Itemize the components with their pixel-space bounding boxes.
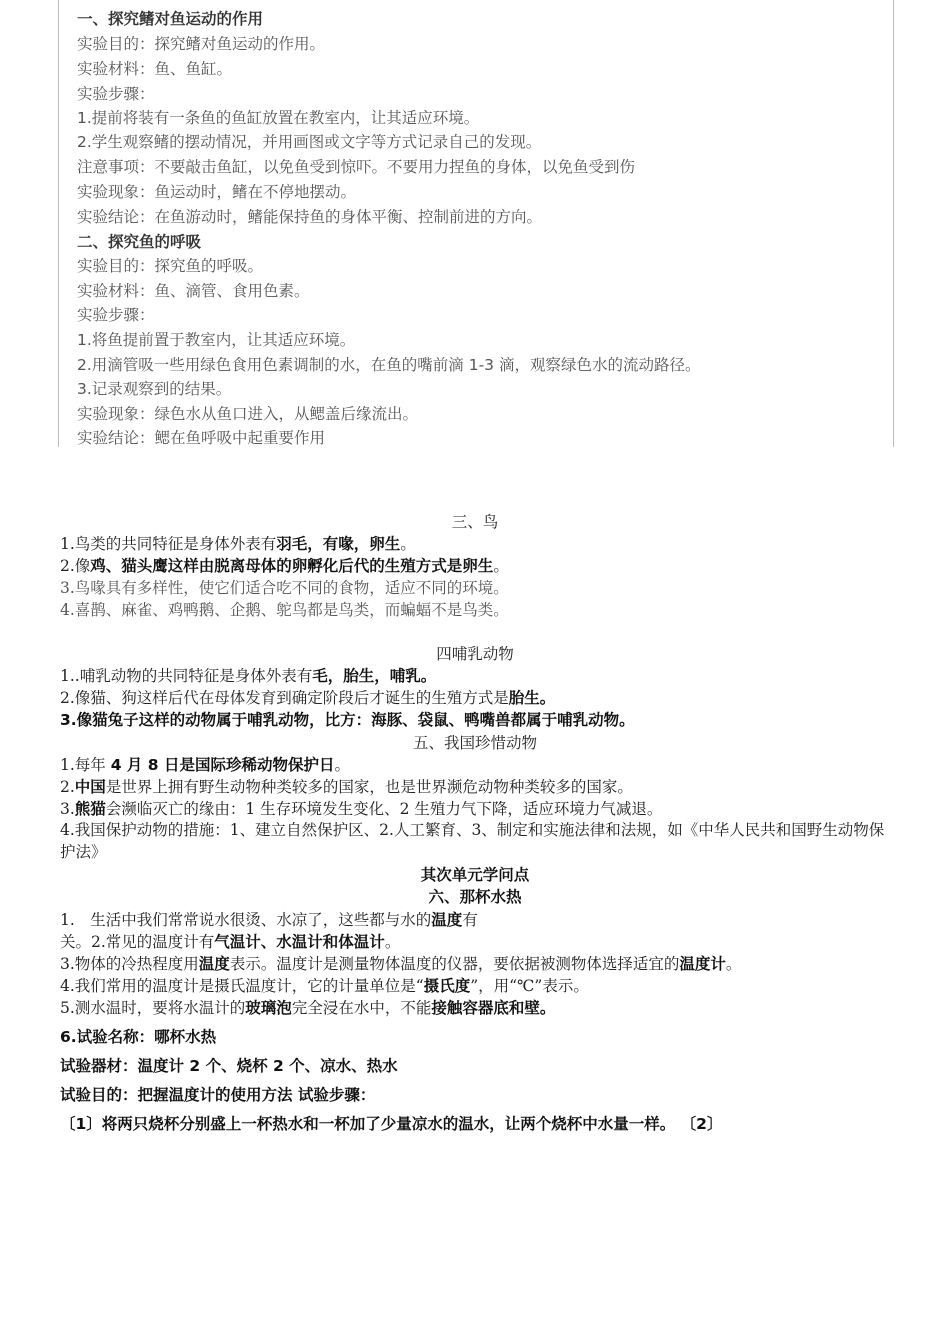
mammals-title: 四哺乳动物 [436, 645, 514, 663]
s1-note: 注意事项：不要敲击鱼缸，以免鱼受到惊吓。不要用力捏鱼的身体，以免鱼受到伤 [77, 158, 636, 176]
section-1-title: 一、探究鳍对鱼运动的作用 [77, 10, 264, 28]
experiment-step-1: 〔1〕将两只烧杯分别盛上一杯热水和一杯加了少量凉水的温水，让两个烧杯中水量一样。 〔2〕 [60, 1115, 723, 1133]
s1-conclusion: 实验结论：在鱼游动时，鳍能保持鱼的身体平衡、控制前进的方向。 [77, 208, 543, 226]
s2-steps-label: 实验步骤： [77, 306, 155, 324]
s2-step-3: 3.记录观察到的结果。 [77, 380, 232, 398]
unit2-line-3: 3.物体的冷热程度用温度表示。温度计是测量物体温度的仪器，要依据被测物体选择适宜的温度计。 [60, 955, 742, 973]
experiment-equipment: 试验器材：温度计 2 个、烧杯 2 个、凉水、热水 [60, 1057, 398, 1075]
unit2-subtitle: 六、那杯水热 [428, 888, 522, 906]
unit2-line-1: 1. 生活中我们常常说水很烫、水凉了，这些都与水的温度有 [60, 911, 478, 929]
protect-line-2: 2.中国是世界上拥有野生动物种类较多的国家，也是世界濒危动物种类较多的国家。 [60, 778, 633, 796]
s2-material: 实验材料：鱼、滴管、食用色素。 [77, 282, 310, 300]
mammals-line-2: 2.像猫、狗这样后代在母体发育到确定阶段后才诞生的生殖方式是胎生。 [60, 689, 556, 707]
s1-material: 实验材料：鱼、鱼缸。 [77, 60, 233, 78]
protect-line-3: 3.熊猫会濒临灭亡的缘由：1 生存环境发生变化、2 生殖力气下降，适应环境力气减退。 [60, 800, 663, 818]
s2-step-2: 2.用滴管吸一些用绿色食用色素调制的水，在鱼的嘴前滴 1-3 滴，观察绿色水的流动路径。 [77, 356, 701, 374]
protect-line-1: 1.每年 4 月 8 日是国际珍稀动物保护日。 [60, 756, 350, 774]
unit2-title: 其次单元学问点 [420, 866, 530, 884]
experiment-name: 6.试验名称：哪杯水热 [60, 1028, 217, 1046]
mammals-line-1: 1..哺乳动物的共同特征是身体外表有毛，胎生，哺乳。 [60, 667, 437, 685]
s2-purpose: 实验目的：探究鱼的呼吸。 [77, 257, 264, 275]
s2-conclusion: 实验结论：鳃在鱼呼吸中起重要作用 [77, 429, 326, 447]
birds-line-2: 2.像鸡、猫头鹰这样由脱离母体的卵孵化后代的生殖方式是卵生。 [60, 557, 509, 575]
birds-line-4: 4.喜鹊、麻雀、鸡鸭鹅、企鹅、鸵鸟都是鸟类，而蝙蝠不是鸟类。 [60, 601, 509, 619]
unit2-line-4: 4.我们常用的温度计是摄氏温度计，它的计量单位是“摄氏度”，用“℃”表示。 [60, 977, 589, 995]
s2-step-1: 1.将鱼提前置于教室内，让其适应环境。 [77, 331, 356, 349]
protect-title: 五、我国珍惜动物 [412, 734, 537, 752]
section-2-title: 二、探究鱼的呼吸 [77, 233, 202, 251]
s1-purpose: 实验目的：探究鳍对鱼运动的作用。 [77, 35, 326, 53]
birds-title: 三、鸟 [451, 513, 499, 531]
unit2-line-5: 5.测水温时，要将水温计的玻璃泡完全浸在水中，不能接触容器底和壁。 [60, 999, 556, 1017]
s1-steps-label: 实验步骤： [77, 85, 155, 103]
protect-line-4: 4.我国保护动物的措施：1、建立自然保护区、2.人工繁育、3、制定和实施法律和法规，如《中华人民共和国野生动物保护法》 [60, 821, 885, 861]
s1-step-2: 2.学生观察鳍的摆动情况，并用画图或文字等方式记录自己的发现。 [77, 133, 542, 151]
experiment-purpose: 试验目的：把握温度计的使用方法 试验步骤： [60, 1086, 376, 1104]
s1-phenomenon: 实验现象：鱼运动时，鳍在不停地摆动。 [77, 183, 357, 201]
birds-line-3: 3.鸟喙具有多样性，使它们适合吃不同的食物，适应不同的环境。 [60, 579, 509, 597]
s2-phenomenon: 实验现象：绿色水从鱼口进入，从鳃盖后缘流出。 [77, 405, 419, 423]
experiment-box [58, 0, 894, 447]
unit2-line-2: 关。2.常见的温度计有气温计、水温计和体温计。 [60, 933, 401, 951]
s1-step-1: 1.提前将装有一条鱼的鱼缸放置在教室内，让其适应环境。 [77, 109, 480, 127]
birds-line-1: 1.鸟类的共同特征是身体外表有羽毛，有喙，卵生。 [60, 535, 416, 553]
mammals-line-3: 3.像猫兔子这样的动物属于哺乳动物，比方：海豚、袋鼠、鸭嘴兽都属于哺乳动物。 [60, 711, 635, 729]
